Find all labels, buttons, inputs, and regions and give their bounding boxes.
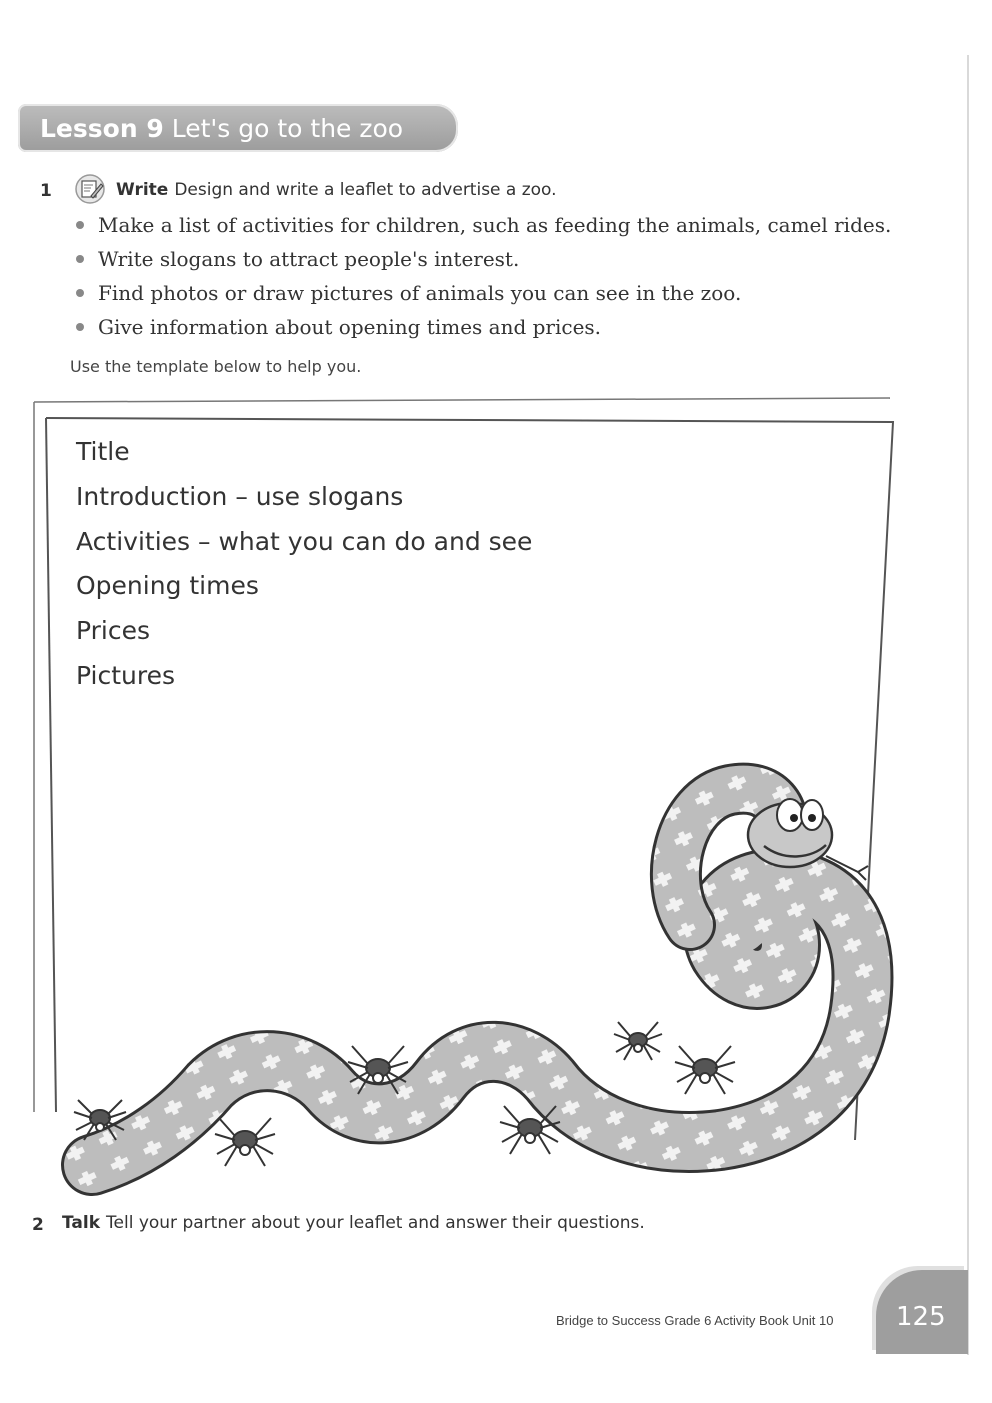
bullet-text: Make a list of activities for children, such as feeding the animals, camel rides. <box>98 213 892 237</box>
template-item: Introduction – use slogans <box>76 481 404 511</box>
template-item: Pictures <box>76 660 175 690</box>
template-item: Activities – what you can do and see <box>76 526 533 556</box>
template-item: Opening times <box>76 571 259 601</box>
bullet-text: Write slogans to attract people's interest. <box>98 247 520 271</box>
question-1-label: Write <box>116 180 169 200</box>
question-1-instruction: Design and write a leaflet to advertise a zoo. <box>174 180 557 200</box>
snake <box>92 789 868 1165</box>
question-2-instruction: Tell your partner about your leaflet and answer their questions. <box>106 1213 645 1233</box>
template-hint: Use the template below to help you. <box>70 357 362 376</box>
question-2-number: 2 <box>32 1215 44 1235</box>
bullet-text: Give information about opening times and prices. <box>98 315 602 339</box>
lesson-number: Lesson 9 <box>40 113 164 143</box>
question-2-line <box>62 1213 645 1233</box>
template-item: Title <box>76 437 130 466</box>
lesson-title: Let's go to the zoo <box>171 113 404 143</box>
question-1-number: 1 <box>40 181 52 201</box>
footer-book-title: Bridge to Success Grade 6 Activity Book Unit 10 <box>556 1313 834 1328</box>
template-item: Prices <box>76 616 151 646</box>
page-number: 125 <box>896 1302 946 1332</box>
question-2-label: Talk <box>62 1213 101 1233</box>
bullet-text: Find photos or draw pictures of animals you can see in the zoo. <box>98 281 742 305</box>
